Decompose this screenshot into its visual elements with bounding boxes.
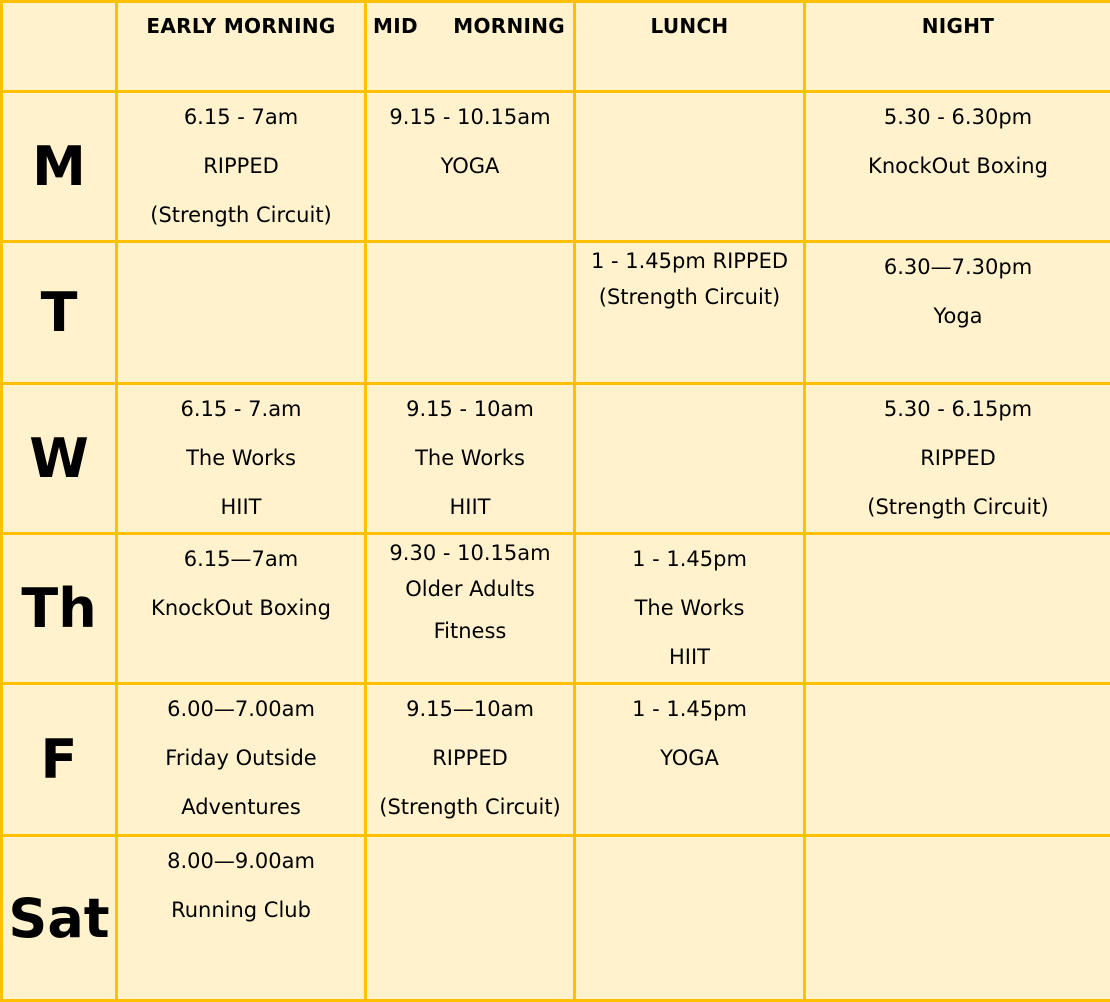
class-cell-lunch [575,242,805,384]
class-cell-early [117,384,366,534]
class-cell-lunch [575,384,805,534]
day-row-tuesday [2,242,1110,384]
class-detail: (Strength Circuit) [367,783,573,832]
class-cell-mid [366,384,575,534]
day-label: Th [2,534,117,684]
corner-cell [2,2,117,92]
column-header-mid-label: MID [373,14,418,38]
class-detail: HIIT [576,633,803,682]
class-cell-night [805,92,1110,242]
class-cell-early [117,836,366,1001]
day-row-wednesday [2,384,1110,534]
class-time: 6.15 - 7am [118,93,364,142]
class-time: 6.00—7.00am [118,685,364,734]
day-label: M [2,92,117,242]
class-name: RIPPED [367,734,573,783]
class-detail: HIIT [367,483,573,532]
class-cell-night [805,684,1110,836]
class-time: 9.15—10am [367,685,573,734]
class-cell-lunch [575,836,805,1001]
class-time: 6.15—7am [118,535,364,584]
day-row-monday [2,92,1110,242]
class-time: 5.30 - 6.30pm [806,93,1110,142]
class-time: 9.15 - 10am [367,385,573,434]
day-label: W [2,384,117,534]
class-time: 6.30—7.30pm [806,243,1110,292]
class-time: 6.15 - 7.am [118,385,364,434]
class-cell-night [805,836,1110,1001]
class-name: KnockOut Boxing [118,584,364,633]
class-name: KnockOut Boxing [806,142,1110,191]
class-cell-lunch [575,684,805,836]
class-name: Yoga [806,292,1110,341]
class-cell-early [117,534,366,684]
class-cell-mid [366,684,575,836]
day-row-friday [2,684,1110,836]
class-cell-lunch [575,92,805,242]
class-time: 1 - 1.45pm [576,685,803,734]
class-time-name: 1 - 1.45pm RIPPED [576,243,803,279]
class-name: RIPPED [806,434,1110,483]
day-label: Sat [2,836,117,1001]
class-time: 9.15 - 10.15am [367,93,573,142]
column-header-morning-label: MORNING [453,14,565,38]
class-detail: Adventures [118,783,364,832]
class-name: The Works [576,584,803,633]
class-name: The Works [118,434,364,483]
class-name: RIPPED [118,142,364,191]
class-cell-early [117,684,366,836]
class-time: 9.30 - 10.15am [367,535,573,571]
class-time: 8.00—9.00am [118,837,364,886]
day-row-saturday [2,836,1110,1001]
class-name: Older Adults [367,571,573,607]
class-detail: Fitness [367,607,573,656]
class-cell-night [805,534,1110,684]
class-detail: HIIT [118,483,364,532]
class-cell-early [117,242,366,384]
column-header-mid-morning [366,2,575,92]
column-header-early-morning: EARLY MORNING [117,2,366,92]
class-cell-early [117,92,366,242]
class-name: Friday Outside [118,734,364,783]
column-header-lunch: LUNCH [575,2,805,92]
class-name: YOGA [367,142,573,191]
class-time: 5.30 - 6.15pm [806,385,1110,434]
class-cell-mid [366,836,575,1001]
class-cell-night [805,242,1110,384]
class-detail: (Strength Circuit) [806,483,1110,532]
class-cell-mid [366,534,575,684]
class-name: YOGA [576,734,803,783]
class-detail: (Strength Circuit) [118,191,364,240]
class-name: Running Club [118,886,364,935]
class-cell-lunch [575,534,805,684]
class-time: 1 - 1.45pm [576,535,803,584]
header-row [2,2,1110,92]
column-header-night: NIGHT [805,2,1110,92]
class-detail: (Strength Circuit) [576,279,803,315]
class-name: The Works [367,434,573,483]
class-cell-mid [366,92,575,242]
class-cell-night [805,384,1110,534]
class-cell-mid [366,242,575,384]
day-label: F [2,684,117,836]
day-label: T [2,242,117,384]
day-row-thursday [2,534,1110,684]
